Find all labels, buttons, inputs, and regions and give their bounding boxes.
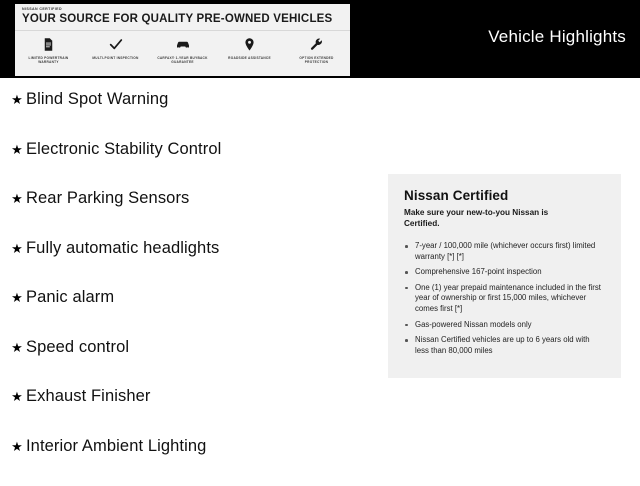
document-icon [41,36,57,52]
banner-benefit-item [82,31,149,76]
nissan-certified-panel [388,174,621,378]
star-icon: ★ [8,291,26,304]
star-icon: ★ [8,93,26,106]
car-icon [175,36,191,52]
vehicle-highlights-list [8,90,378,486]
banner-eyebrow: NISSAN CERTIFIED [22,7,62,11]
certified-subtitle: Make sure your new-to-you Nissan is Certified. [404,207,569,229]
star-icon: ★ [8,341,26,354]
map-pin-icon [242,36,258,52]
banner-benefit-label: MULTI-POINT INSPECTION [90,56,142,60]
checkmark-icon [108,36,124,52]
certified-title: Nissan Certified [404,188,605,203]
list-item [8,140,378,190]
star-icon: ★ [8,440,26,453]
list-item-label: Rear Parking Sensors [26,189,189,208]
banner-benefit-label: OPTION EXTENDED PROTECTION [291,56,343,65]
certified-benefit-item: Gas-powered Nissan models only [404,320,605,331]
banner-benefit-list [15,31,350,76]
star-icon: ★ [8,242,26,255]
list-item [8,189,378,239]
page-header [0,0,640,78]
star-icon: ★ [8,390,26,403]
list-item-label: Blind Spot Warning [26,90,168,109]
banner-benefit-label: LIMITED POWERTRAIN WARRANTY [23,56,75,65]
certified-benefit-item: Comprehensive 167-point inspection [404,267,605,278]
star-icon: ★ [8,192,26,205]
banner-benefit-item [149,31,216,76]
list-item [8,239,378,289]
list-item-label: Panic alarm [26,288,114,307]
certified-benefit-item: One (1) year prepaid maintenance included in the first year of ownership or first 15,000 miles, whichever comes first [*] [404,283,605,315]
list-item [8,387,378,437]
banner-benefit-item [216,31,283,76]
list-item-label: Interior Ambient Lighting [26,437,206,456]
banner-benefit-label: CARFAX® 1-YEAR BUYBACK GUARANTEE [157,56,209,65]
list-item-label: Electronic Stability Control [26,140,221,159]
page-title: Vehicle Highlights [488,27,626,47]
list-item-label: Fully automatic headlights [26,239,219,258]
certified-banner [15,4,350,76]
banner-benefit-item [15,31,82,76]
certified-benefit-item: Nissan Certified vehicles are up to 6 years old with less than 80,000 miles [404,335,605,356]
wrench-icon [309,36,325,52]
star-icon: ★ [8,143,26,156]
list-item [8,90,378,140]
banner-benefit-label: ROADSIDE ASSISTANCE [224,56,276,60]
banner-headline: YOUR SOURCE FOR QUALITY PRE-OWNED VEHICLES [22,13,332,25]
list-item-label: Speed control [26,338,129,357]
list-item [8,288,378,338]
list-item-label: Exhaust Finisher [26,387,151,406]
certified-benefit-list [404,241,605,356]
list-item [8,338,378,388]
list-item [8,437,378,486]
certified-benefit-item: 7-year / 100,000 mile (whichever occurs first) limited warranty [*] [*] [404,241,605,262]
banner-benefit-item [283,31,350,76]
